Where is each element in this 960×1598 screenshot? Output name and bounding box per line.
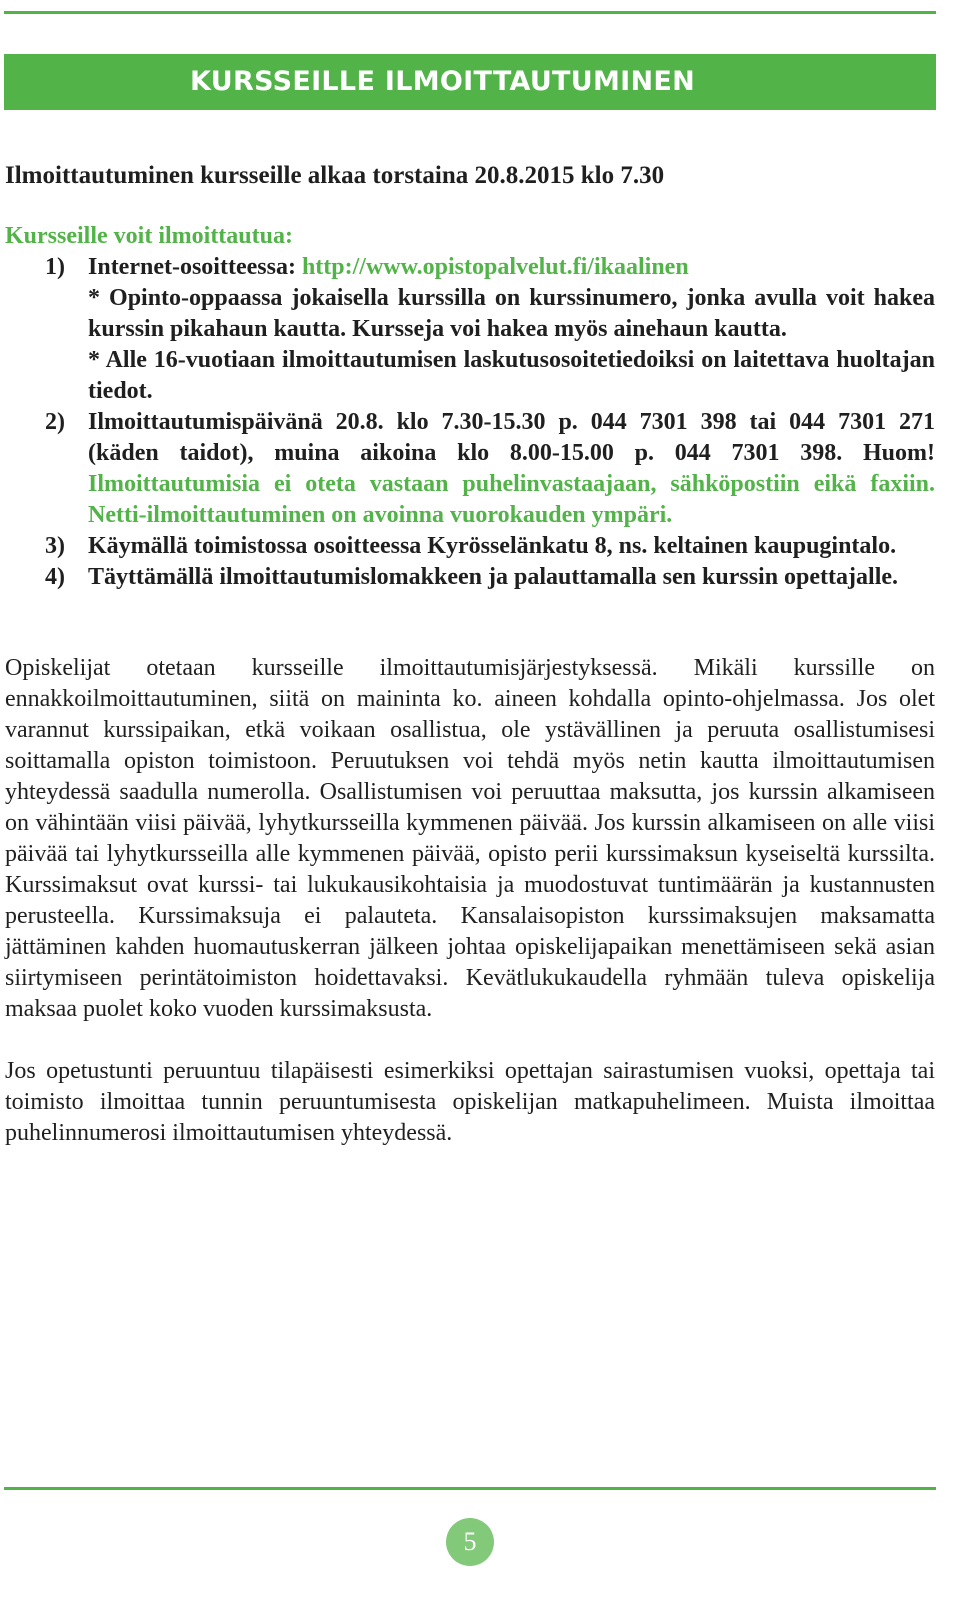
- top-divider: [4, 11, 936, 14]
- body-paragraph: Jos opetustunti peruuntuu tilapäisesti esimerkiksi opettajan sairastumisen vuoksi, opettaja tai toimisto ilmoittaa tunnin peruuntumisesta opiskelijan matkapuhelimeen. Muista ilmoittaa puhelinnumerosi ilmoittautumisen yhteydessä.: [5, 1058, 935, 1146]
- bottom-divider: [4, 1487, 936, 1490]
- option-text: Täyttämällä ilmoittautumislomakkeen ja palauttamalla sen kurssin opettajalle.: [88, 564, 899, 590]
- option-number: 3): [45, 533, 65, 559]
- option-number: 1): [45, 254, 65, 280]
- options-list: [5, 252, 935, 593]
- option-warning: Ilmoittautumisia ei oteta vastaan puhelinvastaajaan, sähköpostiin eikä faxiin. Netti-ilmoittautuminen on avoinna vuorokauden ympäri.: [88, 471, 935, 528]
- option-label: Internet-osoitteessa:: [88, 254, 302, 280]
- option-office: [5, 531, 935, 562]
- option-text: Käymällä toimistossa osoitteessa Kyrösselänkatu 8, ns. keltainen kaupugintalo.: [88, 533, 897, 559]
- body-paragraph: Opiskelijat otetaan kursseille ilmoittautumisjärjestyksessä. Mikäli kurssille on ennakkoilmoittautuminen, siitä on maininta ko. aineen kohdalla opinto-ohjelmassa. Jos olet varannut kurssipaikan, etkä voikaan osallistua, ole ystävällinen ja peruuta osallistumisesi soittamalla opiston toimistoon. Peruutuksen voi tehdä myös netin kautta ilmoittautumisen yhteydessä saadulla numerolla. Osallistumisen voi peruuttaa maksutta, jos kurssin alkamiseen on vähintään viisi päivää, lyhytkursseilla kymmenen päivää. Jos kurssin alkamiseen on alle viisi päivää tai lyhytkursseilla alle kymmenen päivää, opisto perii kurssimaksun kyseiseltä kurssilta. Kurssimaksut ovat kurssi- tai lukukausikohtaisia ja muodostuvat tuntimäärän ja kustannusten perusteella. Kurssimaksuja ei palauteta. Kansalaisopiston kurssimaksujen maksamatta jättäminen kahden huomautuskerran jälkeen johtaa opiskelijapaikan menettämiseen sekä asian siirtymiseen perintätoimiston hoidettavaksi. Kevätlukukaudella ryhmään tuleva opiskelija maksaa puolet koko vuoden kurssimaksusta.: [5, 655, 935, 1022]
- page-number: 5: [463, 1527, 477, 1556]
- registration-options: [5, 221, 935, 593]
- option-note: * Opinto-oppaassa jokaisella kurssilla on kurssinumero, jonka avulla voit hakea kurssin pikahaun kautta. Kursseja voi hakea myös ainehaun kautta.: [88, 285, 935, 342]
- section-title: KURSSEILLE ILMOITTAUTUMINEN: [190, 66, 696, 97]
- section-header: [4, 54, 936, 110]
- option-note: * Alle 16-vuotiaan ilmoittautumisen laskutusosoitetiedoiksi on laitettava huoltajan tiedot.: [88, 347, 935, 404]
- registration-link[interactable]: http://www.opistopalvelut.fi/ikaalinen: [301, 254, 689, 280]
- option-number: 4): [45, 564, 65, 590]
- option-number: 2): [45, 409, 65, 435]
- page-content: [5, 160, 935, 1149]
- option-text: Ilmoittautumispäivänä 20.8. klo 7.30-15.30 p. 044 7301 398 tai 044 7301 271 (käden taidot), muina aikoina klo 8.00-15.00 p. 044 7301 398. Huom!: [88, 409, 935, 466]
- options-lead: Kursseille voit ilmoittautua:: [5, 223, 293, 249]
- option-phone: [5, 407, 935, 531]
- registration-start: Ilmoittautuminen kursseille alkaa torstaina 20.8.2015 klo 7.30: [5, 162, 665, 189]
- option-internet: [5, 252, 935, 407]
- option-form: [5, 562, 935, 593]
- page-number-badge: [446, 1518, 494, 1566]
